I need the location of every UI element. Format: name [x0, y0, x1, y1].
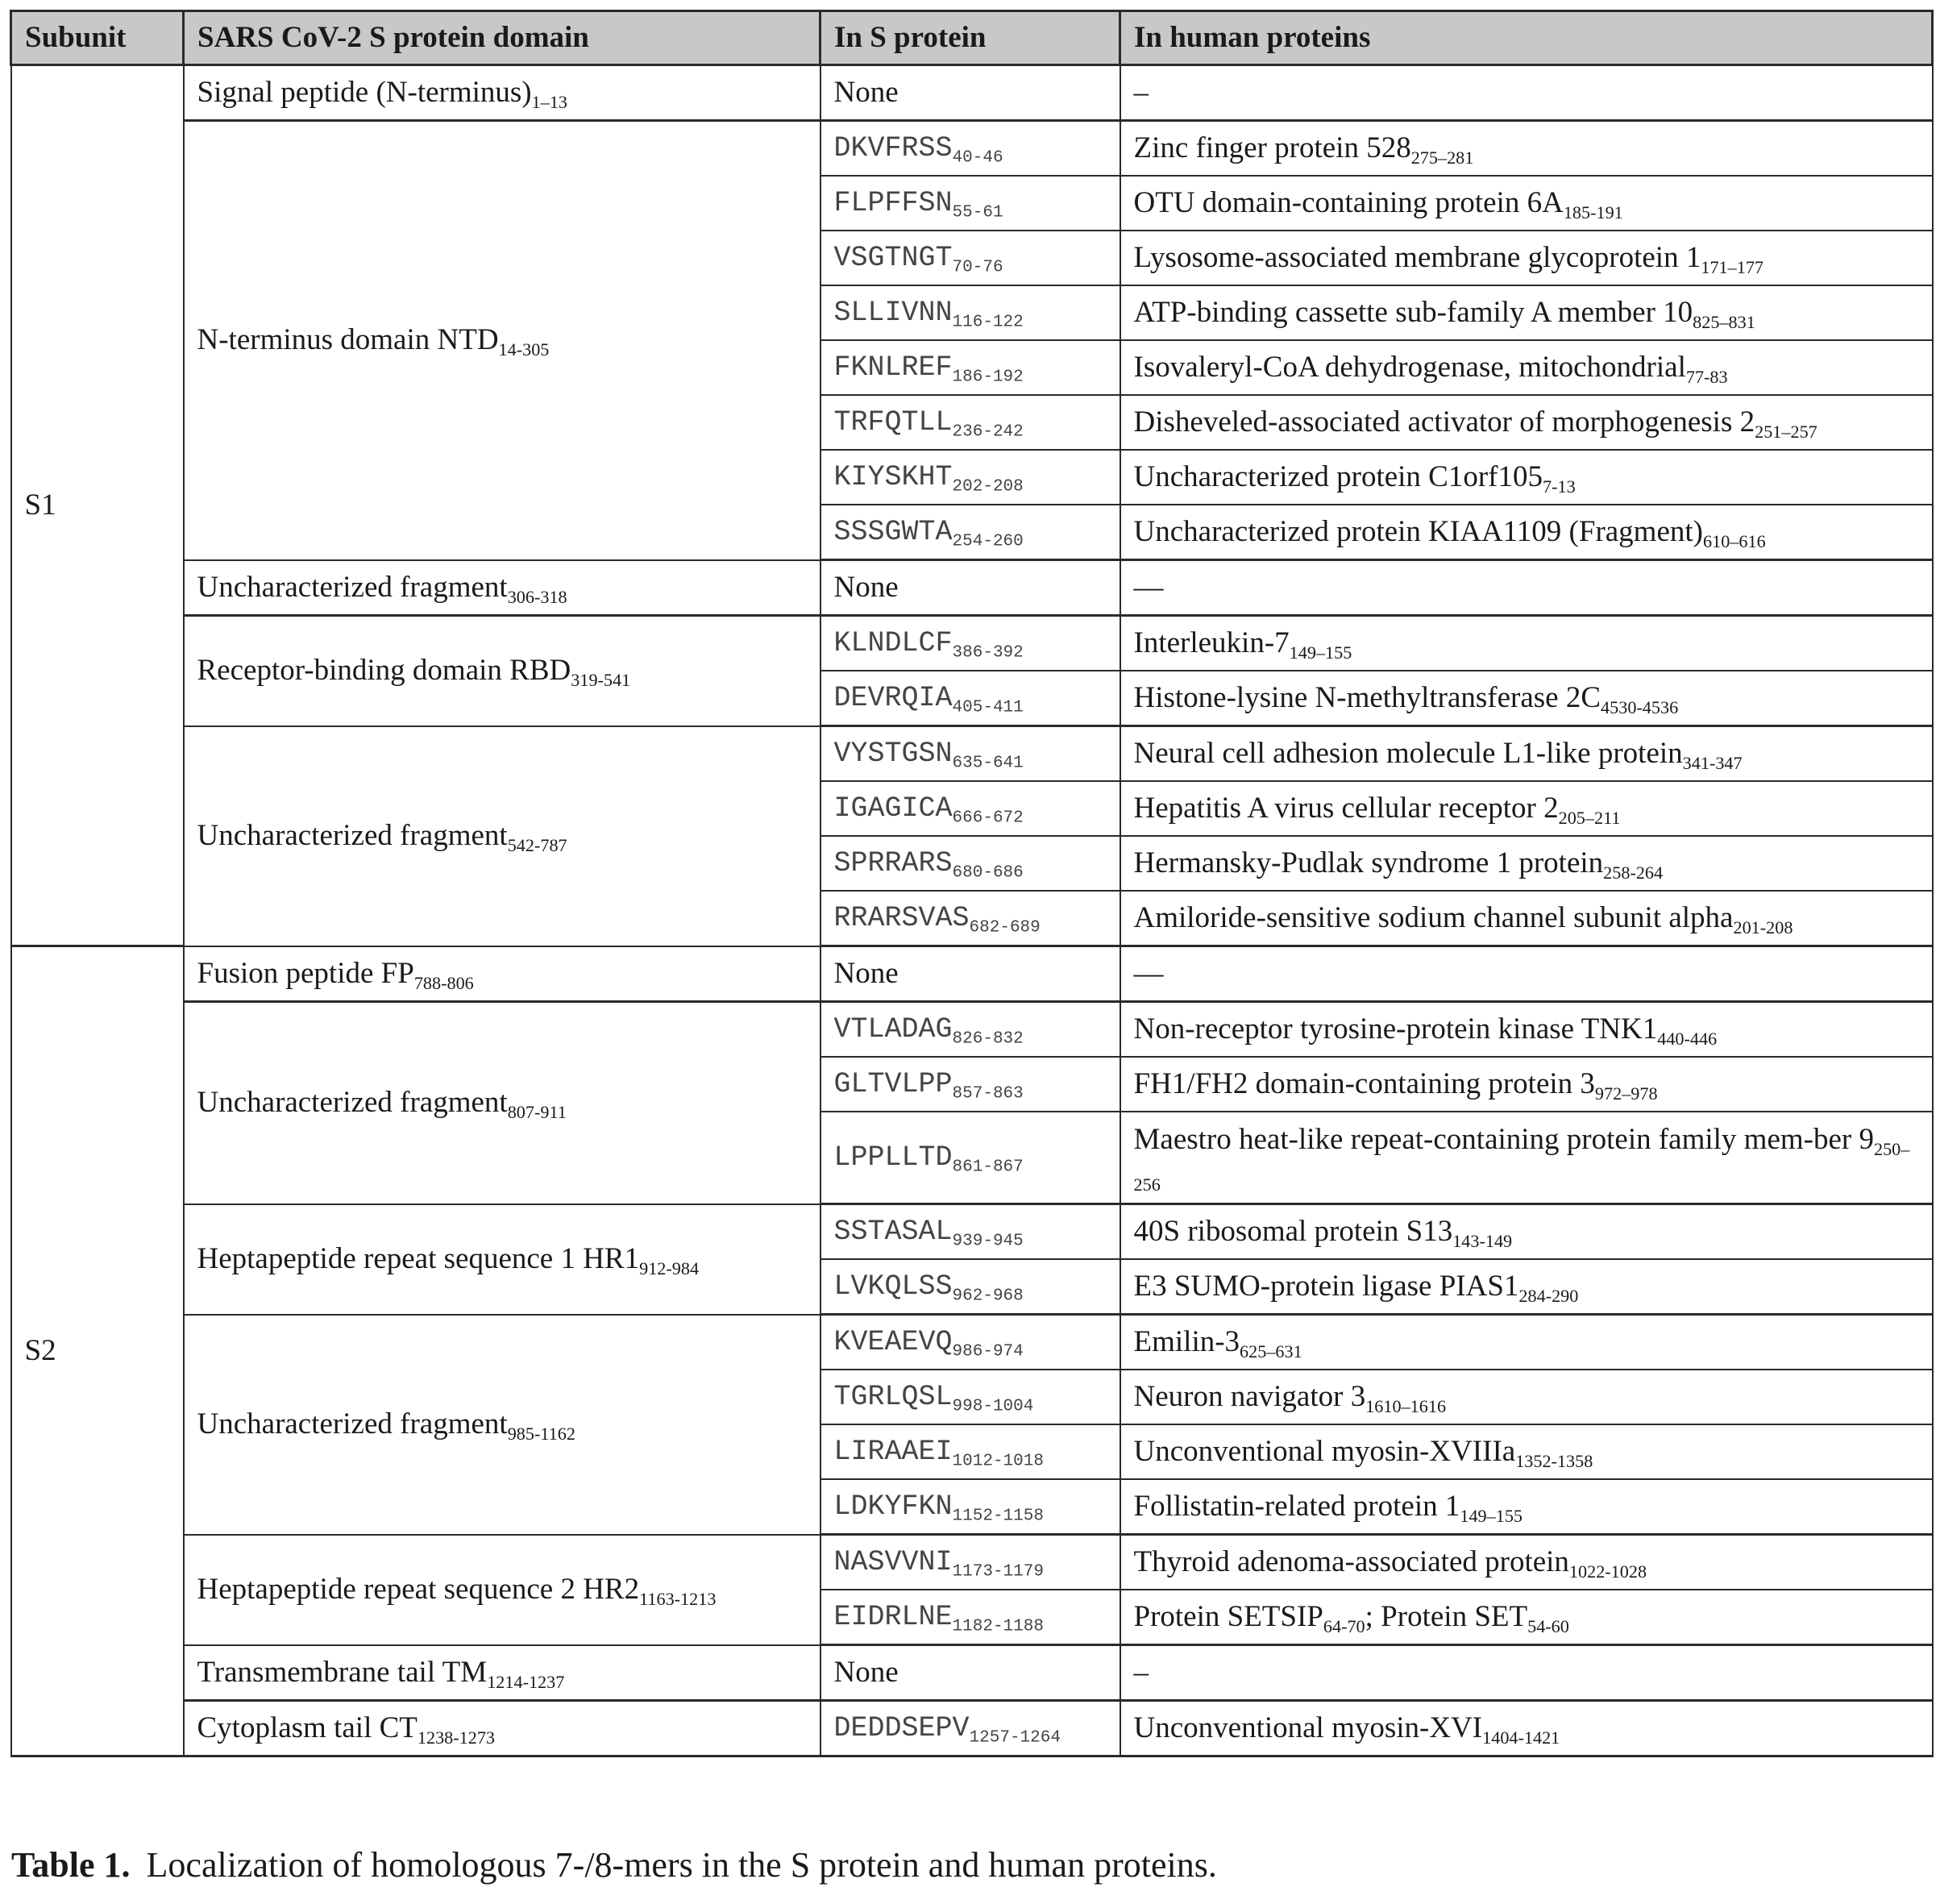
header-domain: SARS CoV-2 S protein domain: [184, 11, 820, 65]
s-protein-cell: $VTLADAG_{826-832}$: [820, 1002, 1120, 1058]
table-caption: [11, 1844, 1217, 1885]
s-protein-cell: $TRFQTLL_{236-242}$: [820, 395, 1120, 450]
table-row: [11, 726, 1933, 782]
s-protein-cell: None: [820, 65, 1120, 121]
s-protein-cell: $SSTASAL_{939-945}$: [820, 1204, 1120, 1260]
domain-cell: Uncharacterized fragment$_{542-787}$: [184, 726, 820, 946]
domain-cell: Heptapeptide repeat sequence 2 $HR2_{1163-1213}$: [184, 1535, 820, 1645]
s-protein-cell: $NASVVNI_{1173-1179}$: [820, 1535, 1120, 1590]
header-in-human-proteins: In human proteins: [1120, 11, 1933, 65]
human-protein-cell: OTU domain-containing protein $6A_{185-191}$: [1120, 176, 1933, 231]
s-protein-cell: $RRARSVAS_{682-689}$: [820, 891, 1120, 946]
s-protein-cell: $KLNDLCF_{386-392}$: [820, 616, 1120, 671]
s-protein-cell: $LIRAAEI_{1012-1018}$: [820, 1424, 1120, 1479]
caption-text: Localization of homologous 7-/8-mers in the S protein and human proteins.: [146, 1845, 1217, 1885]
s-protein-cell: $LVKQLSS_{962-968}$: [820, 1259, 1120, 1315]
human-protein-cell: Lysosome-associated membrane glycoprotein $1_{171-177}$: [1120, 231, 1933, 285]
subunit-cell: S1: [11, 65, 184, 946]
human-protein-cell: Zinc finger protein $528_{275-281}$: [1120, 121, 1933, 177]
human-protein-cell: Protein $SETSIP_{64-70}$; Protein $SET_{54-60}$: [1120, 1590, 1933, 1645]
table-row: [11, 121, 1933, 177]
s-protein-cell: $KIYSKHT_{202-208}$: [820, 450, 1120, 505]
domain-cell: Uncharacterized fragment$_{306-318}$: [184, 560, 820, 616]
s-protein-cell: $DEDDSEPV_{1257-1264}$: [820, 1701, 1120, 1756]
human-protein-cell: Non-receptor tyrosine-protein kinase $TNK1_{440-446}$: [1120, 1002, 1933, 1058]
caption-label: Table 1.: [11, 1845, 131, 1885]
s-protein-cell: None: [820, 1645, 1120, 1701]
table-row: [11, 560, 1933, 616]
s-protein-cell: $VSGTNGT_{70-76}$: [820, 231, 1120, 285]
table-row: [11, 616, 1933, 671]
domain-cell: Uncharacterized fragment$_{807-911}$: [184, 1002, 820, 1204]
s-protein-cell: $KVEAEVQ_{986-974}$: [820, 1315, 1120, 1370]
s-protein-cell: $EIDRLNE_{1182-1188}$: [820, 1590, 1120, 1645]
domain-cell: Cytoplasm tail $CT_{1238-1273}$: [184, 1701, 820, 1756]
human-protein-cell: —: [1120, 560, 1933, 616]
human-protein-cell: –: [1120, 1645, 1933, 1701]
table-row: [11, 1535, 1933, 1590]
table-row: [11, 1204, 1933, 1260]
human-protein-cell: —: [1120, 946, 1933, 1002]
human-protein-cell: E3 SUMO-protein ligase $PIAS1_{284-290}$: [1120, 1259, 1933, 1315]
s-protein-cell: $DKVFRSS_{40-46}$: [820, 121, 1120, 177]
header-subunit: Subunit: [11, 11, 184, 65]
s-protein-cell: $SSSGWTA_{254-260}$: [820, 505, 1120, 560]
s-protein-cell: $FLPFFSN_{55-61}$: [820, 176, 1120, 231]
s-protein-cell: $DEVRQIA_{405-411}$: [820, 671, 1120, 726]
domain-cell: N-terminus domain $NTD_{14-305}$: [184, 121, 820, 560]
s-protein-cell: $VYSTGSN_{635-641}$: [820, 726, 1120, 782]
s-protein-cell: $FKNLREF_{186-192}$: [820, 340, 1120, 395]
human-protein-cell: 40S ribosomal protein $S13_{143-149}$: [1120, 1204, 1933, 1260]
human-protein-cell: Neural cell adhesion molecule L1-like protein$_{341-347}$: [1120, 726, 1933, 782]
domain-cell: Uncharacterized fragment$_{985-1162}$: [184, 1315, 820, 1535]
human-protein-cell: Amiloride-sensitive sodium channel subunit alpha$_{201-208}$: [1120, 891, 1933, 946]
human-protein-cell: Uncharacterized protein $C1orf105_{7-13}$: [1120, 450, 1933, 505]
human-protein-cell: Maestro heat-like repeat-containing protein family mem-ber $9_{250-256}$: [1120, 1112, 1933, 1204]
human-protein-cell: Neuron navigator $3_{1610-1616}$: [1120, 1370, 1933, 1424]
header-in-s-protein: In S protein: [820, 11, 1120, 65]
s-protein-cell: $IGAGICA_{666-672}$: [820, 781, 1120, 836]
homolog-table: [10, 10, 1934, 1757]
human-protein-cell: ATP-binding cassette sub-family A member $10_{825-831}$: [1120, 285, 1933, 340]
human-protein-cell: Uncharacterized protein KIAA1109 $(Fragment)_{610-616}$: [1120, 505, 1933, 560]
human-protein-cell: Interleukin-$7_{149-155}$: [1120, 616, 1933, 671]
human-protein-cell: Hermansky-Pudlak syndrome 1 protein$_{258-264}$: [1120, 836, 1933, 891]
human-protein-cell: –: [1120, 65, 1933, 121]
human-protein-cell: Unconventional myosin-$XVI_{1404-1421}$: [1120, 1701, 1933, 1756]
human-protein-cell: Histone-lysine N-methyltransferase $2C_{4530-4536}$: [1120, 671, 1933, 726]
s-protein-cell: $LPPLLTD_{861-867}$: [820, 1112, 1120, 1204]
human-protein-cell: FH1/FH2 domain-containing protein $3_{972-978}$: [1120, 1057, 1933, 1112]
domain-cell: Transmembrane tail $TM_{1214-1237}$: [184, 1645, 820, 1701]
human-protein-cell: Isovaleryl-CoA dehydrogenase, mitochondrial$_{77-83}$: [1120, 340, 1933, 395]
domain-cell: Signal peptide $(N-terminus)_{1-13}$: [184, 65, 820, 121]
table-row: [11, 1701, 1933, 1756]
s-protein-cell: None: [820, 946, 1120, 1002]
header-row: [11, 11, 1933, 65]
human-protein-cell: Thyroid adenoma-associated protein$_{1022-1028}$: [1120, 1535, 1933, 1590]
table-row: [11, 1315, 1933, 1370]
table-row: [11, 1002, 1933, 1058]
s-protein-cell: $SPRRARS_{680-686}$: [820, 836, 1120, 891]
human-protein-cell: Emilin-$3_{625-631}$: [1120, 1315, 1933, 1370]
human-protein-cell: Disheveled-associated activator of morphogenesis $2_{251-257}$: [1120, 395, 1933, 450]
table-row: [11, 946, 1933, 1002]
human-protein-cell: Hepatitis A virus cellular receptor $2_{205-211}$: [1120, 781, 1933, 836]
subunit-cell: S2: [11, 946, 184, 1756]
s-protein-cell: $TGRLQSL_{998-1004}$: [820, 1370, 1120, 1424]
domain-cell: Fusion peptide $FP_{788-806}$: [184, 946, 820, 1002]
s-protein-cell: $LDKYFKN_{1152-1158}$: [820, 1479, 1120, 1535]
s-protein-cell: $SLLIVNN_{116-122}$: [820, 285, 1120, 340]
human-protein-cell: Follistatin-related protein $1_{149-155}$: [1120, 1479, 1933, 1535]
domain-cell: Heptapeptide repeat sequence 1 $HR1_{912-984}$: [184, 1204, 820, 1315]
human-protein-cell: Unconventional myosin-XVIIIa$_{1352-1358}$: [1120, 1424, 1933, 1479]
s-protein-cell: None: [820, 560, 1120, 616]
table-row: [11, 65, 1933, 121]
s-protein-cell: $GLTVLPP_{857-863}$: [820, 1057, 1120, 1112]
domain-cell: Receptor-binding domain $RBD_{319-541}$: [184, 616, 820, 726]
table-row: [11, 1645, 1933, 1701]
